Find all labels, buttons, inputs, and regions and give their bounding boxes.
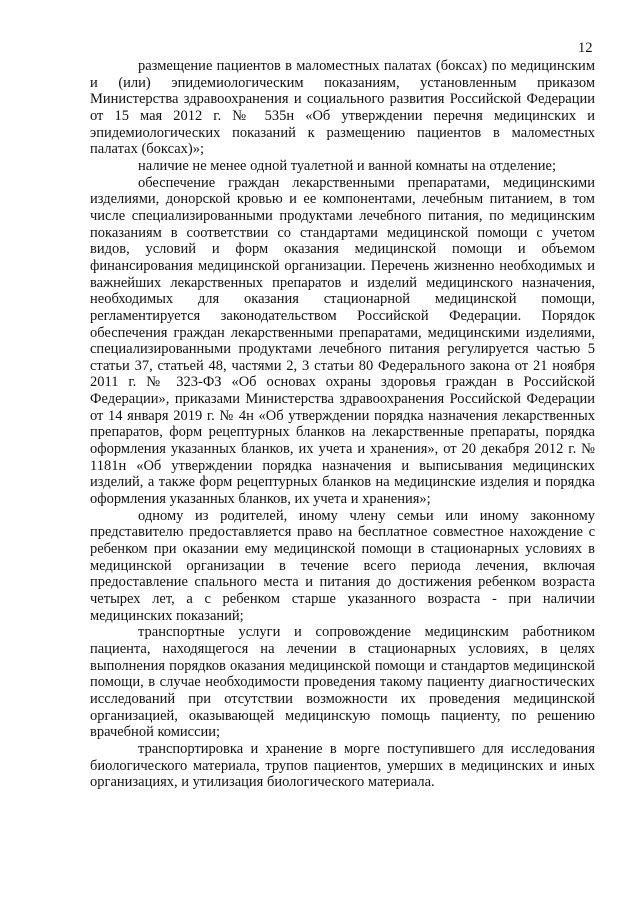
paragraph-parent-stay: одному из родителей, иному члену семьи или иному законному представителю предоставляется право на бесплатное совместное нахождение с ребенком при оказании ему медицинской помощи в стационарных условиях в медицинской организации в течение всего периода лечения, включая предоставление спального места и питания до достижения ребенком возраста четырех лет, а с ребенком старше указанного возраста - при наличии медицинских показаний;	[90, 507, 595, 624]
paragraph-transport: транспортные услуги и сопровождение медицинским работником пациента, находящегося на лечении в стационарных условиях, в целях выполнения порядков оказания медицинской помощи и стандартов медицинской помощи, в случае необходимости проведения такому пациенту диагностических исследований при отсутствии возможности их проведения медицинской организацией, оказывающей медицинскую помощь пациенту, по решению врачебной комиссии;	[90, 624, 595, 741]
page-number: 12	[578, 40, 593, 56]
paragraph-bathroom: наличие не менее одной туалетной и ванной комнаты на отделение;	[138, 157, 557, 174]
paragraph-medicines: обеспечение граждан лекарственными препаратами, медицинскими изделиями, донорской кровью и ее компонентами, лечебным питанием, в том числе специализированными продуктами лечебного питания, по медицинским показаниям в соответствии со стандартами медицинской помощи с учетом видов, условий и форм оказания медицинской помощи и объемом финансирования медицинской организации. Перечень жизненно необходимых и важнейших лекарственных препаратов и изделий медицинского назначения, необходимых для оказания стационарной медицинской помощи, регламентируется законодательством Российской Федерации. Порядок обеспечения граждан лекарственными препаратами, медицинскими изделиями, специализированными продуктами лечебного питания регулируется частью 5 статьи 37, статьей 48, частями 2, 3 статьи 80 Федерального закона от 21 ноября 2011 г. № 323-ФЗ «Об основах охраны здоровья граждан в Российской Федерации», приказами Министерства здравоохранения Российской Федерации от 14 января 2019 г. № 4н «Об утверждении порядка назначения лекарственных препаратов, форм рецептурных бланков на лекарственные препараты, порядка оформления указанных бланков, их учета и хранения», от 20 декабря 2012 г. № 1181н «Об утверждении порядка назначения и выписывания медицинских изделий, а также форм рецептурных бланков на медицинские изделия и порядка оформления указанных бланков, их учета и хранения»;	[90, 174, 595, 508]
paragraph-morgue: транспортировка и хранение в морге поступившего для исследования биологического материала, трупов пациентов, умерших в медицинских и иных организациях, и утилизация биологического материала.	[90, 740, 595, 791]
paragraph-boxes: размещение пациентов в маломестных палатах (боксах) по медицинским и (или) эпидемиологическим показаниям, установленным приказом Министерства здравоохранения и социального развития Российской Федерации от 15 мая 2012 г. № 535н «Об утверждении перечня медицинских и эпидемиологических показаний к размещению пациентов в маломестных палатах (боксах)»;	[90, 58, 595, 158]
document-body	[90, 58, 595, 791]
